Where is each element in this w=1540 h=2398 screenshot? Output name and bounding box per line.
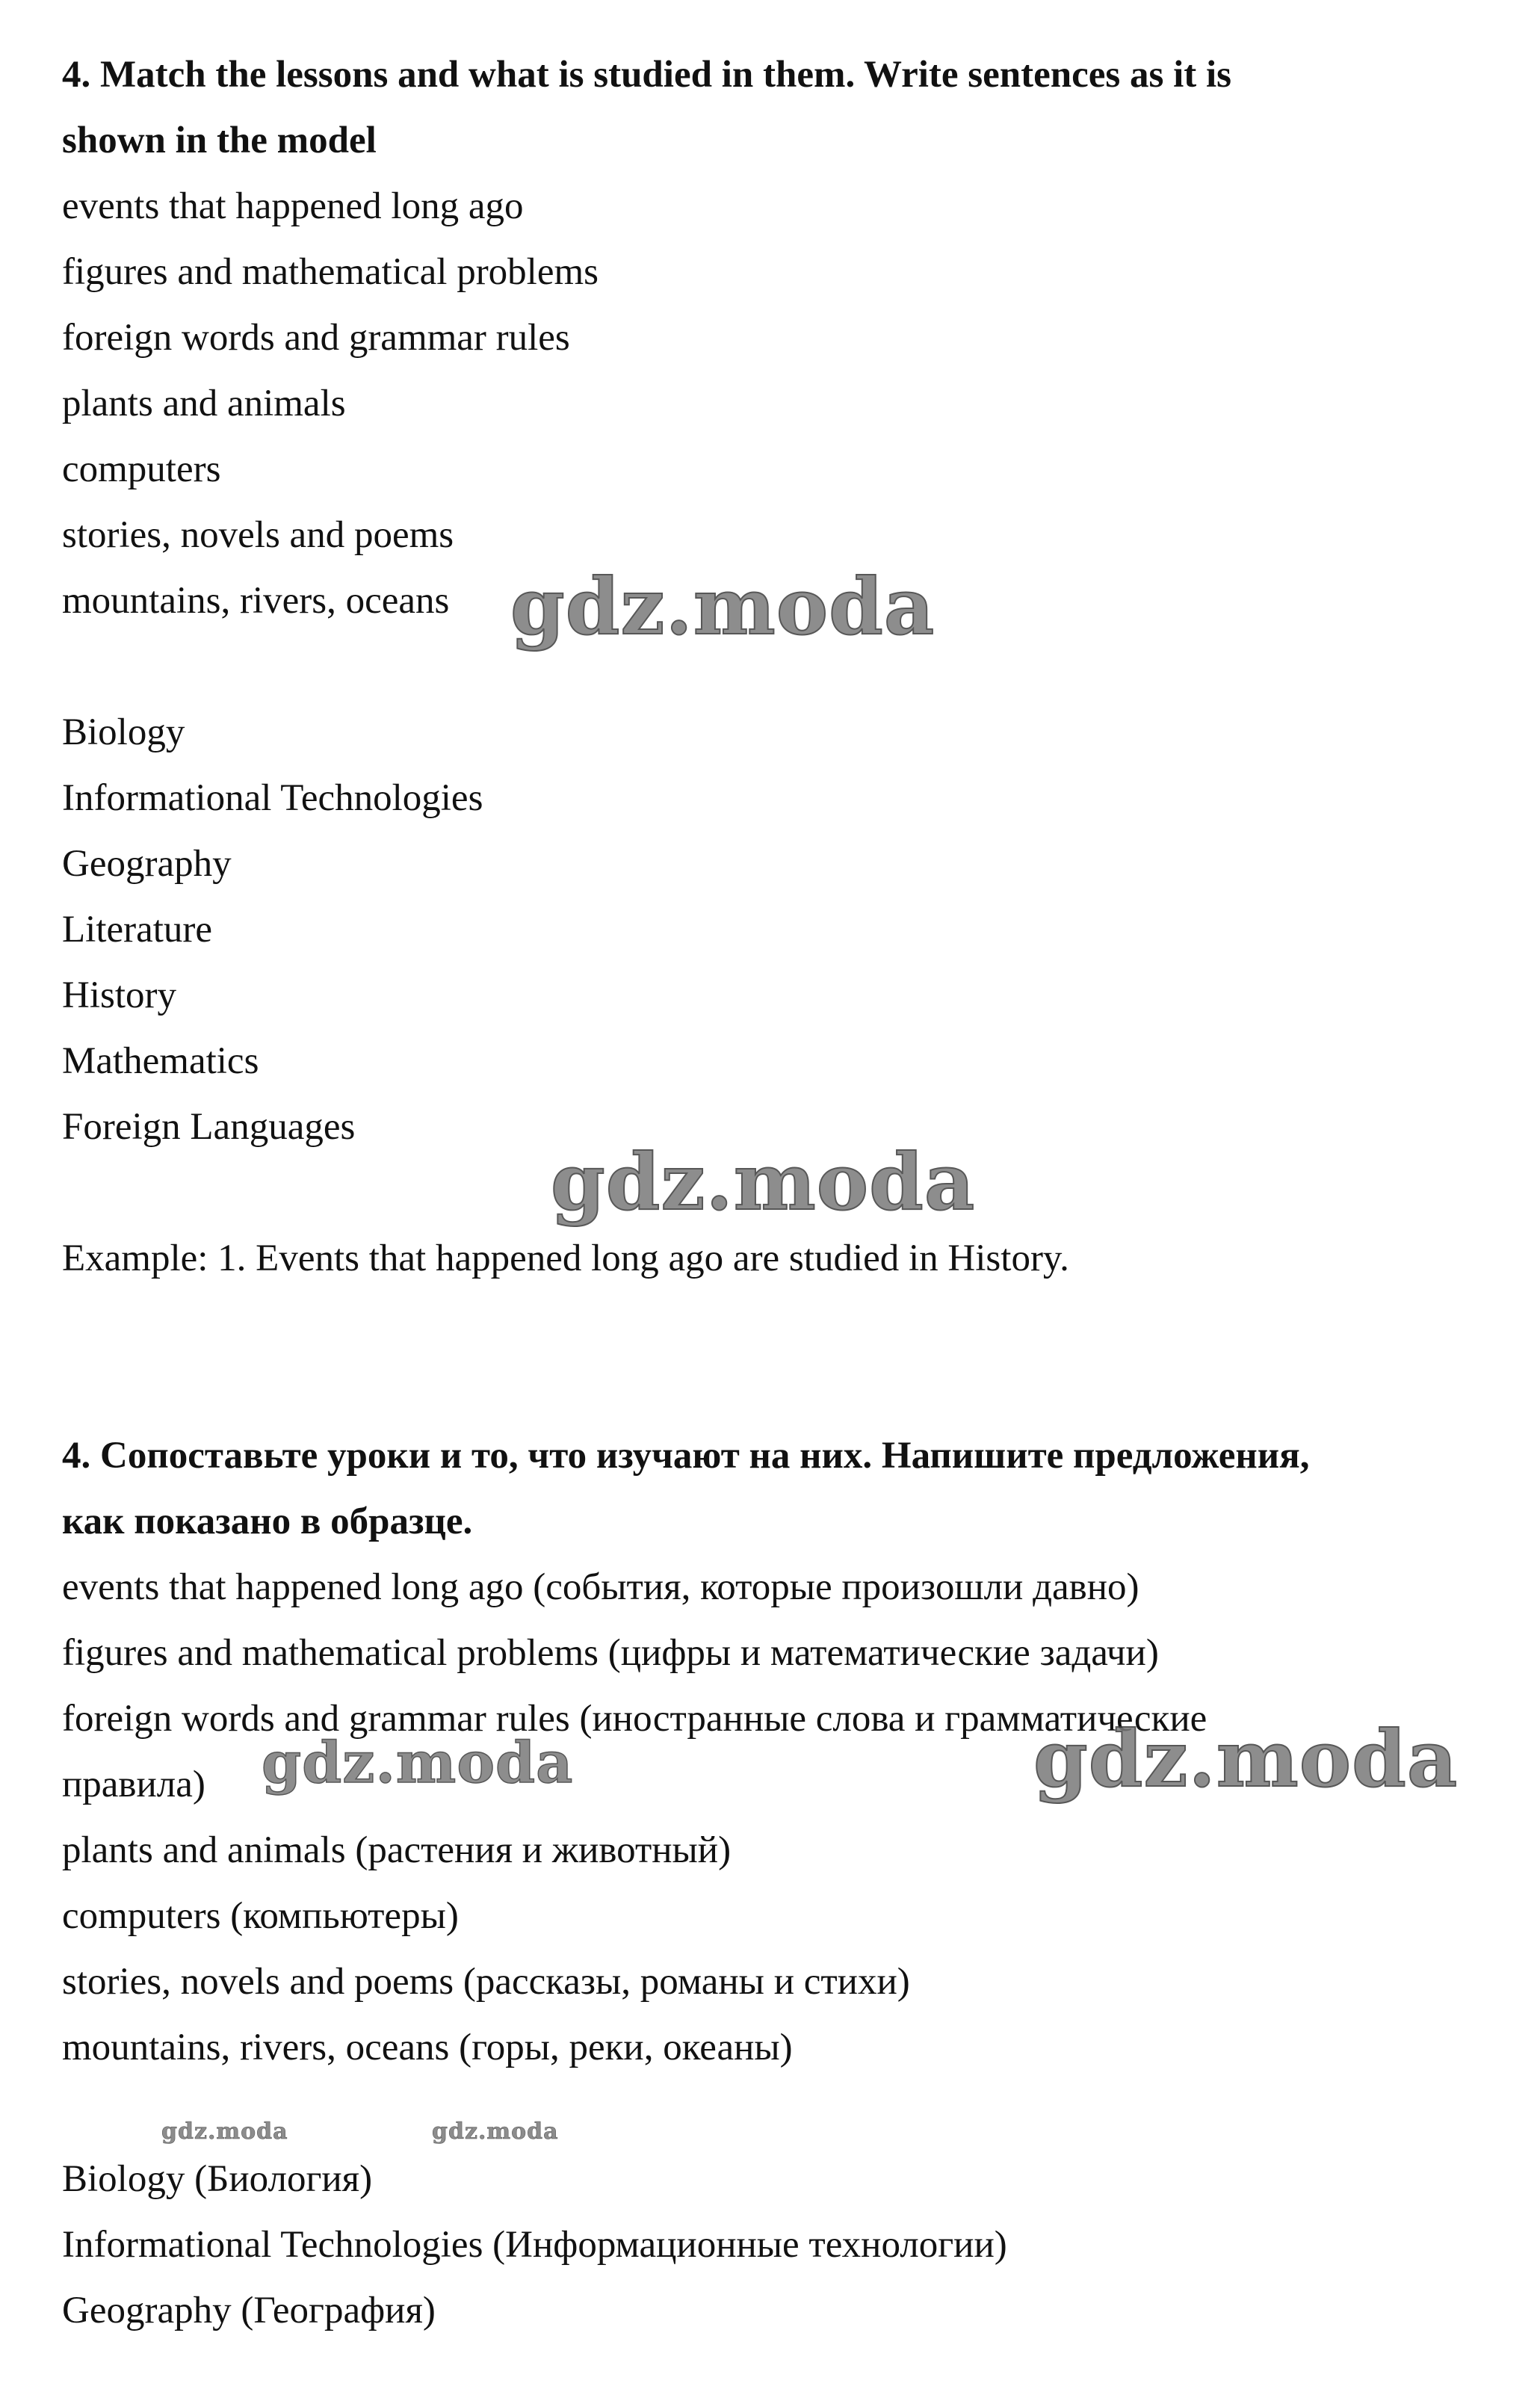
- list-item: stories, novels and poems (рассказы, романы и стихи): [62, 1961, 910, 2003]
- task-heading-ru-line2: как показано в образце.: [62, 1501, 473, 1542]
- subject-item: Geography: [62, 843, 232, 885]
- subject-item: Mathematics: [62, 1040, 259, 1082]
- watermark-logo: gdz.moda: [551, 1136, 976, 1228]
- list-item: foreign words and grammar rules (иностранные слова и грамматические: [62, 1698, 1207, 1740]
- watermark-logo: gdz.moda: [161, 2119, 288, 2145]
- list-item: plants and animals: [62, 383, 346, 424]
- watermark-logo: gdz.moda: [510, 560, 936, 652]
- list-item: правила): [62, 1764, 205, 1805]
- list-item: figures and mathematical problems: [62, 251, 599, 293]
- spacer: [62, 1291, 1512, 1423]
- watermark-logo: gdz.moda: [1033, 1713, 1459, 1805]
- example-sentence: Example: 1. Events that happened long ago are studied in History.: [62, 1237, 1069, 1279]
- task-heading-en-line2: shown in the model: [62, 120, 377, 161]
- list-item: computers (компьютеры): [62, 1895, 459, 1937]
- list-item: figures and mathematical problems (цифры и математические задачи): [62, 1632, 1159, 1674]
- subject-item: Informational Technologies: [62, 777, 483, 819]
- list-item: foreign words and grammar rules: [62, 317, 570, 359]
- task-heading-en-line1: 4. Match the lessons and what is studied in them. Write sentences as it is: [62, 54, 1232, 96]
- watermark-logo: gdz.moda: [432, 2119, 559, 2145]
- list-item: mountains, rivers, oceans: [62, 580, 450, 622]
- list-item: events that happened long ago (события, которые произошли давно): [62, 1566, 1139, 1608]
- subject-item: Foreign Languages: [62, 1106, 356, 1148]
- list-item: events that happened long ago: [62, 185, 524, 227]
- list-item: stories, novels and poems: [62, 514, 454, 556]
- list-item: plants and animals (растения и животный): [62, 1829, 732, 1871]
- watermark-logo: gdz.moda: [262, 1729, 574, 1796]
- subject-item: Biology: [62, 711, 185, 753]
- list-item: computers: [62, 448, 221, 490]
- subject-item: Informational Technologies (Информационные технологии): [62, 2224, 1007, 2266]
- task-heading-ru-line1: 4. Сопоставьте уроки и то, что изучают на них. Напишите предложения,: [62, 1435, 1310, 1477]
- list-item: mountains, rivers, oceans (горы, реки, океаны): [62, 2027, 793, 2068]
- subject-item: Geography (География): [62, 2290, 436, 2331]
- subject-item: Literature: [62, 909, 213, 951]
- subject-item: History: [62, 974, 176, 1016]
- subject-item: Biology (Биология): [62, 2158, 373, 2200]
